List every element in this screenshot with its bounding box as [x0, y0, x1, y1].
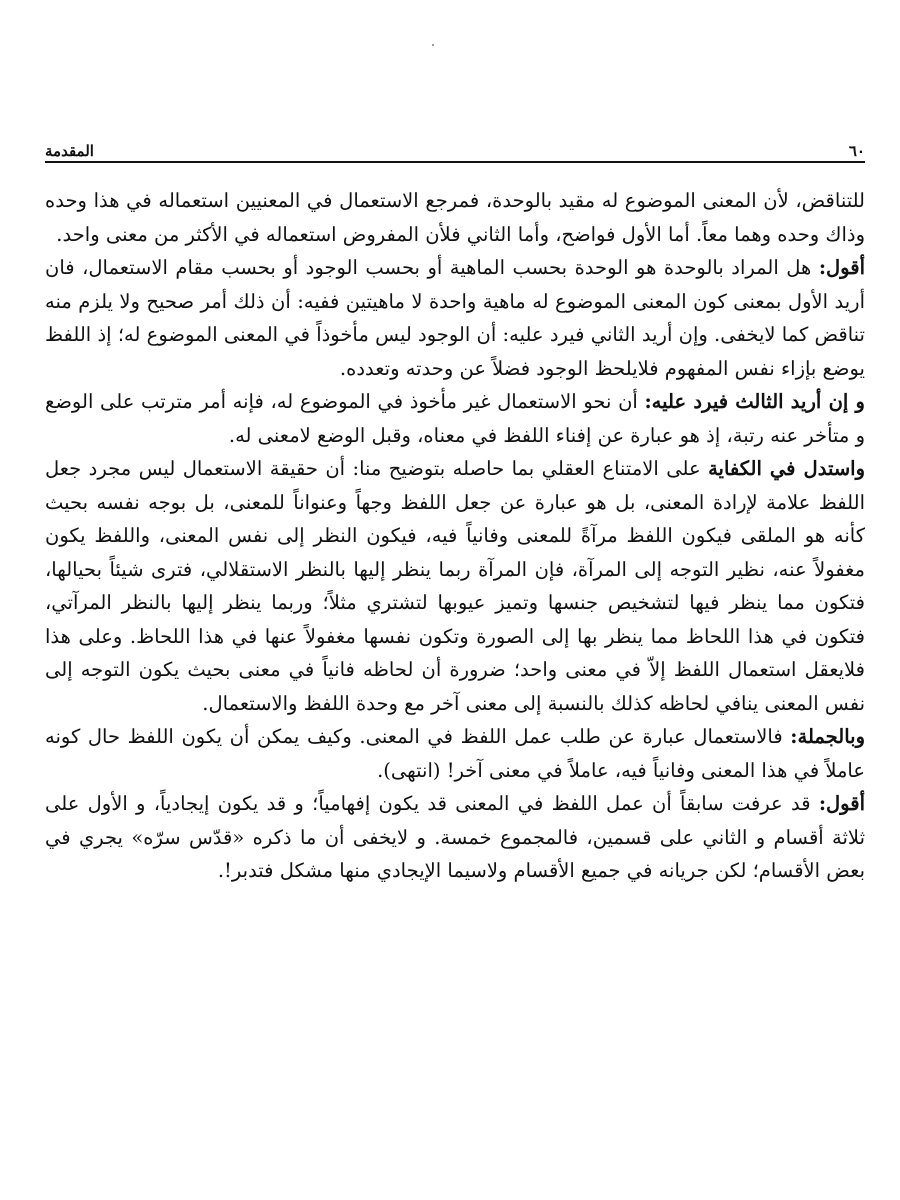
paragraph-6 — [45, 787, 865, 888]
paragraph-2-lead: أقول: — [818, 256, 865, 279]
scan-speck — [432, 44, 434, 46]
paragraph-4-lead: واستدل في الكفاية — [708, 457, 865, 480]
paragraph-1-text: للتناقض، لأن المعنى الموضوع له مقيد بالوحدة، فمرجع الاستعمال في المعنيين استعماله في هذا وحده وذاك وحده وهما معاً. أما الأول فواضح، وأما الثاني فلأن المفروض استعماله في الأكثر من معنى واحد. — [45, 189, 865, 246]
paragraph-3-text: أن نحو الاستعمال غير مأخوذ في الموضوع له، فإنه أمر مترتب على الوضع و متأخر عنه رتبة، إذ هو عبارة عن إفناء اللفظ في معناه، وقبل الوضع لامعنى له. — [45, 390, 865, 447]
paragraph-1 — [45, 184, 865, 251]
paragraph-5 — [45, 720, 865, 787]
paragraph-4-text: على الامتناع العقلي بما حاصله بتوضيح منا: أن حقيقة الاستعمال ليس مجرد جعل اللفظ علامة لإرادة المعنى، بل هو عبارة عن جعل اللفظ وجهاً وعنواناً للمعنى، بل بوجه نفسه بحيث كأنه هو الملقى فيكون اللفظ مرآةً للمعنى وفانياً فيه، فيكون النظر إلى نفس المعنى، واللفظ يكون مغفولاً عنه، نظير التوجه إلى المرآة، فإن المرآة ربما ينظر إليها بالنظر الاستقلالي، فترى شيئاً بحيالها، فتكون مما ينظر فيها لتشخيص جنسها وتميز عيوبها لتشتري مثلاً؛ وربما ينظر إليها بالنظر المرآتي، فتكون في هذا اللحاظ مما ينظر بها إلى الصورة وتكون نفسها مغفولاً عنها في هذا اللحاظ. وعلى هذا فلايعقل استعمال اللفظ إلاّ في معنى واحد؛ ضرورة أن لحاظه فانياً في معنى بحيث يكون التوجه إلى نفس المعنى ينافي لحاظه كذلك بالنسبة إلى معنى آخر مع وحدة اللفظ والاستعمال. — [45, 457, 865, 715]
running-header — [45, 134, 865, 160]
paragraph-3-lead: و إن أريد الثالث فيرد عليه: — [644, 390, 865, 413]
paragraph-2-text: هل المراد بالوحدة هو الوحدة بحسب الماهية أو بحسب الوجود أو بحسب مقام الاستعمال، فان أريد الأول بمعنى كون المعنى الموضوع له ماهية واحدة لا ماهيتين ففيه: أن ذلك أمر صحيح ولا يلزم منه تناقض كما لايخفى. وإن أريد الثاني فيرد عليه: أن الوجود ليس مأخوذاً في المعنى الموضوع له؛ إذ اللفظ يوضع بإزاء نفس المفهوم فلايلحظ الوجود فضلاً عن وحدته وتعدده. — [45, 256, 865, 380]
paragraph-6-lead: أقول: — [818, 792, 865, 815]
page-body — [45, 184, 865, 888]
section-title: المقدمة — [45, 142, 94, 160]
paragraph-5-text: فالاستعمال عبارة عن طلب عمل اللفظ في المعنى. وكيف يمكن أن يكون اللفظ حال كونه عاملاً في هذا المعنى وفانياً فيه، عاملاً في معنى آخر! (انتهى). — [45, 725, 865, 782]
page-number: ٦٠ — [848, 142, 865, 160]
header-rule — [45, 161, 865, 163]
paragraph-6-text: قد عرفت سابقاً أن عمل اللفظ في المعنى قد يكون إفهامياً؛ و قد يكون إيجادياً، و الأول على ثلاثة أقسام و الثاني على قسمين، فالمجموع خمسة. و لايخفى أن ما ذكره «قدّس سرّه» يجري في بعض الأقسام؛ لكن جريانه في جميع الأقسام ولاسيما الإيجادي منها مشكل فتدبر!. — [45, 792, 865, 882]
paragraph-2 — [45, 251, 865, 385]
paragraph-3 — [45, 385, 865, 452]
paragraph-5-lead: وبالجملة: — [790, 725, 865, 748]
paragraph-4 — [45, 452, 865, 720]
